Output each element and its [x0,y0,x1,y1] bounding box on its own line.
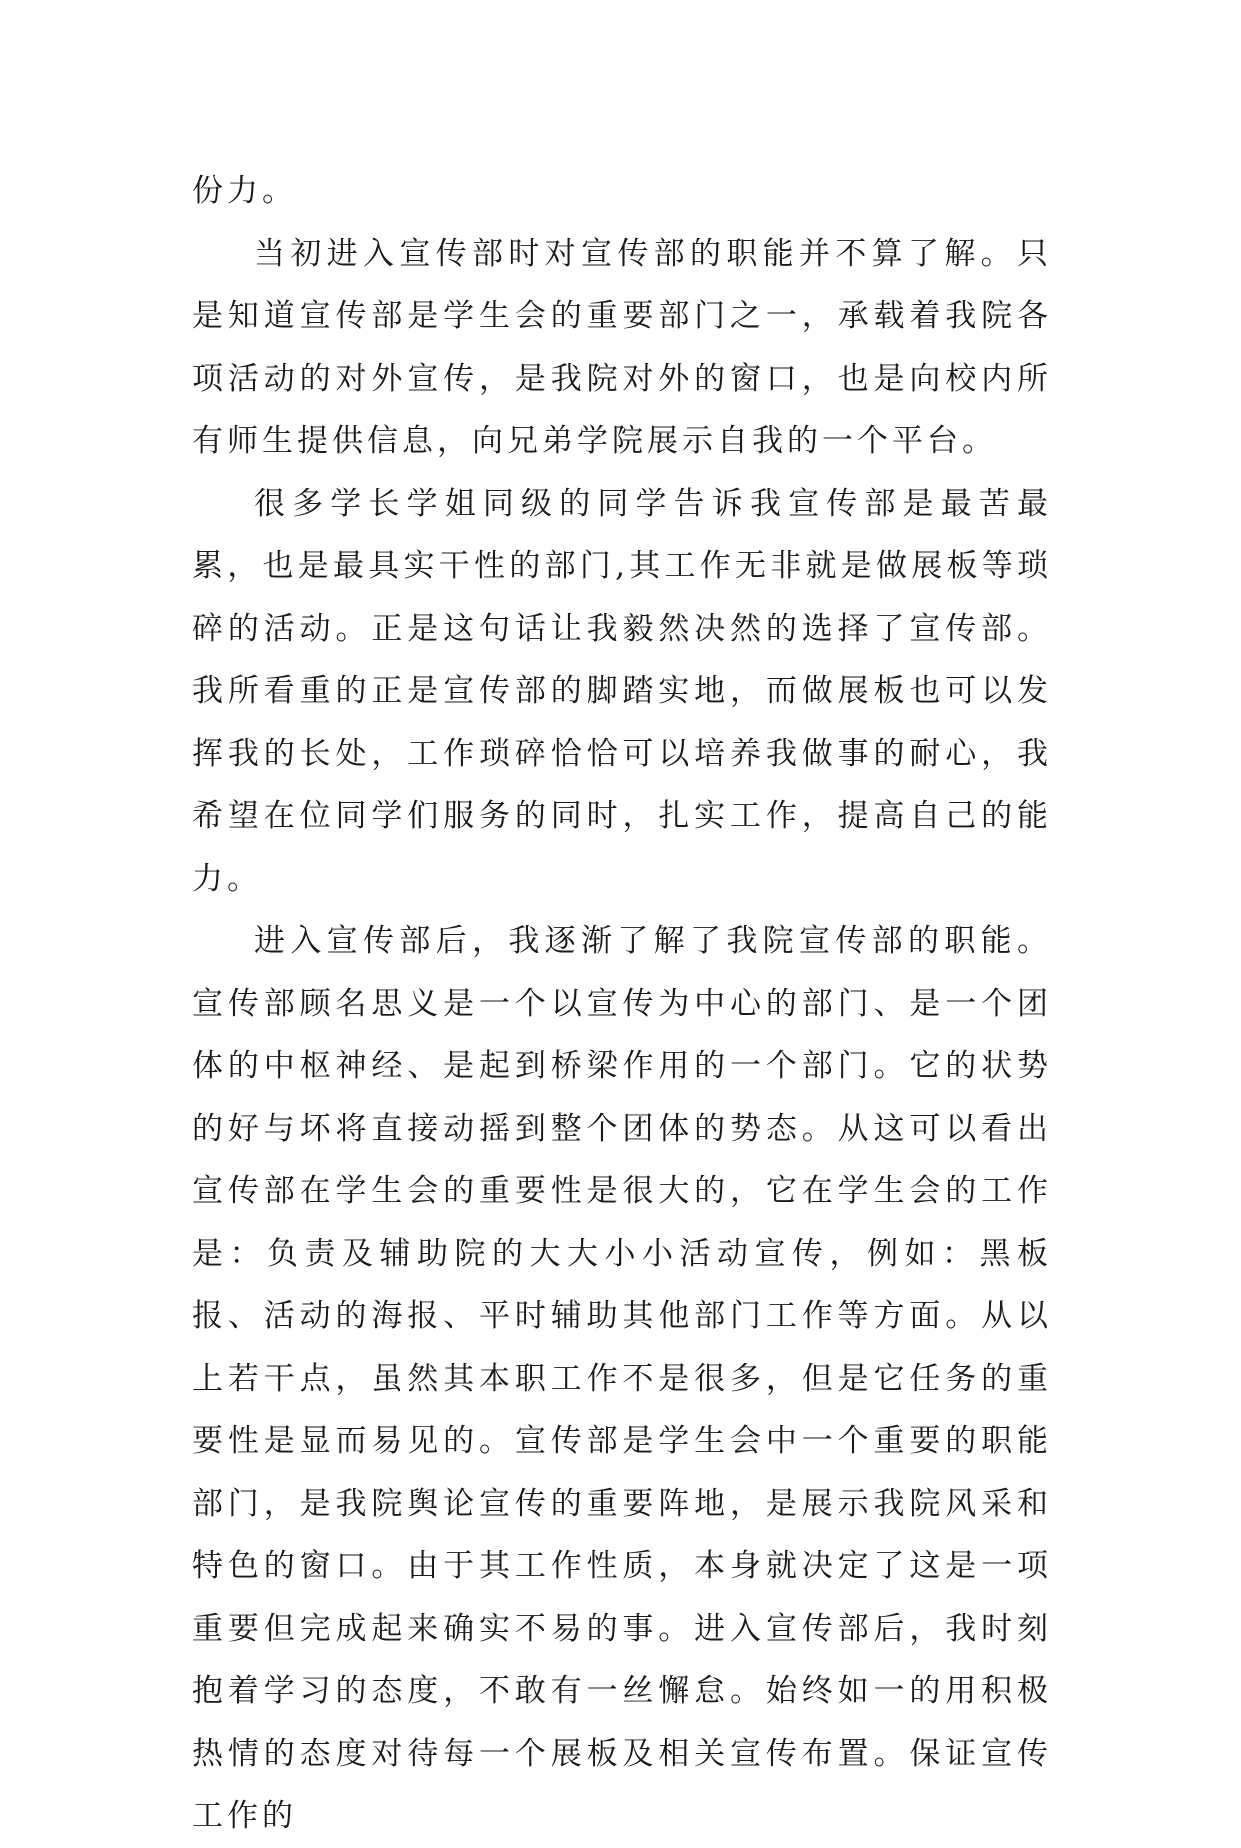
paragraph-4 [192,910,1052,1848]
paragraph-2 [192,223,1052,473]
text-line: 神经、是起到桥梁作用的一个部门。它的状势的好与坏将直 [192,1048,1053,1147]
text-line: 息，向兄弟学院展示自我的一个平台。 [402,423,997,459]
text-line: 碎恰恰可以培养我做事的耐心，我希望在位同学们服务的同 [192,735,1053,834]
paragraph-1: 份力。 [192,173,297,209]
text-line: 一个重要的职能部门，是我院舆论宣传的重要阵地，是展示 [192,1423,1052,1522]
text-line: 对外宣传，是我院对外的窗口，也是向校内所有师生提供信 [192,360,1053,459]
text-line: 时，扎实工作，提高自己的能力。 [192,798,1053,897]
text-line: 多，但是它任务的重要性是显而易见的。宣传部是学生会中 [192,1360,1053,1459]
text-line: 接动摇到整个团体的势态。从这可以看出宣传部在学生会的 [192,1110,1052,1209]
text-line: 进入宣传部后，我逐渐了解了我院宣传部的职能。宣传 [192,923,1052,1022]
text-line: 情的态度对待每一个展板及相关宣传布置。保证宣传工作的 [192,1735,1053,1834]
text-line: 正是这句话让我毅然决然的选择了宣传部。我所看重的正是 [192,610,1053,709]
text-line: 当初进入宣传部时对宣传部的职能并不算了解。只是知 [192,235,1052,334]
text-line: 重要性是很大的，它在学生会的工作是：负责及辅助院的大 [192,1173,1053,1272]
text-line: 道宣传部是学生会的重要部门之一，承载着我院各项活动的 [192,298,1053,397]
text-line: 很多学长学姐同级的同学告诉我宣传部是最苦最累，也 [192,485,1052,584]
document-body [192,160,1052,1848]
text-line: 部顾名思义是一个以宣传为中心的部门、是一个团体的中枢 [192,985,1053,1084]
text-line: 他部门工作等方面。从以上若干点，虽然其本职工作不是很 [192,1298,1053,1397]
paragraph-3 [192,473,1052,911]
text-line: 宣传部的脚踏实地，而做展板也可以发挥我的长处，工作琐 [192,673,1053,772]
text-line: 大小小活动宣传，例如：黑板报、活动的海报、平时辅助其 [192,1235,1052,1334]
text-line: 是一项重要但完成起来确实不易的事。进入宣传部后，我时 [192,1548,1053,1647]
text-line: 是最具实干性的部门,其工作无非就是做展板等琐碎的活动。 [192,548,1053,647]
text-line: 我院风采和特色的窗口。由于其工作性质，本身就决定了这 [192,1485,1053,1584]
text-line: 刻抱着学习的态度，不敢有一丝懈怠。始终如一的用积极热 [192,1610,1052,1772]
